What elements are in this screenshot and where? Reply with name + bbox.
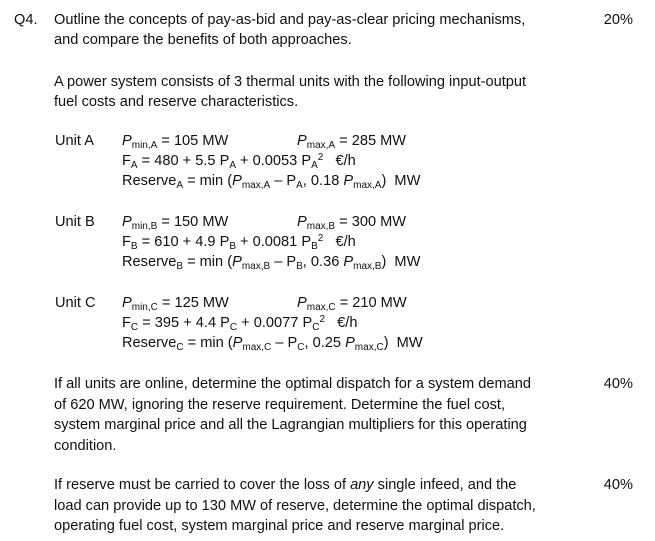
- pmin-value: 150 MW: [173, 214, 229, 230]
- part3-italic: any: [350, 477, 374, 493]
- intro-line-2: and compare the benefits of both approaches.: [54, 32, 352, 48]
- reserve-equation: Reserve$_B$ = $\min (P_{max,B} - P_B$, 0.36 $P_{max,B}$) MW: [122, 254, 421, 272]
- part2-line: of 620 MW, ignoring the reserve requirement. Determine the fuel cost,: [54, 396, 506, 413]
- cost-linear: 4.9: [195, 234, 216, 250]
- cost-const: 395: [154, 315, 180, 331]
- system-line-1: A power system consists of 3 thermal units with the following input-output: [54, 74, 527, 90]
- cost-linear: 5.5: [195, 153, 216, 169]
- cost-equation: $F_A = 480 + 5.5$ $P_A + 0.0053$ $P_A^2$ €/h: [122, 152, 356, 171]
- reserve-factor: 0.25: [312, 335, 341, 351]
- reserve-equation: Reserve$_C$ = $\min (P_{max,C} - P_C$, 0.25 $P_{max,C}$) MW: [122, 335, 423, 353]
- intro-line-1: Outline the concepts of pay-as-bid and pay-as-clear pricing mechanisms,: [54, 12, 526, 28]
- part3-line-2: load can provide up to 130 MW of reserve, determine the optimal dispatch,: [54, 497, 536, 514]
- reserve-equation: Reserve$_A$ = $\min (P_{max,A} - P_A$, 0.18 $P_{max,A}$) MW: [122, 173, 421, 191]
- pmax-line: $P_{max,B} = 300$ MW: [297, 214, 407, 232]
- unit-label: Unit A: [55, 133, 94, 149]
- pmin-value: 125 MW: [174, 295, 229, 311]
- unit-label: Unit B: [55, 214, 95, 230]
- pmin-line: $P_{min,B} = 150$ MW: [122, 214, 229, 232]
- part2-weight: 40%: [603, 376, 633, 392]
- unit-label: Unit C: [55, 295, 96, 311]
- part3-text-a: If reserve must be carried to cover the loss of: [54, 477, 351, 493]
- part3-line-3: operating fuel cost, system marginal price and reserve marginal price.: [54, 518, 505, 535]
- part2-line: condition.: [54, 437, 117, 454]
- pmin-line: $P_{min,A} = 105$ MW: [122, 133, 229, 151]
- pmin-value: 105 MW: [173, 133, 229, 149]
- cost-const: 610: [154, 234, 179, 250]
- pmax-line: $P_{max,A} = 285$ MW: [297, 133, 407, 151]
- pmax-line: $P_{max,C} = 210$ MW: [297, 295, 407, 313]
- pmax-value: 285 MW: [351, 133, 407, 149]
- part3-text-b: single infeed, and the: [373, 477, 517, 493]
- system-line-2: fuel costs and reserve characteristics.: [54, 94, 299, 110]
- part2-text: [54, 374, 574, 456]
- cost-equation: $F_C = 395 + 4.4$ $P_C + 0.0077$ $P_C^2$ €/h: [122, 314, 358, 333]
- question-number: Q4.: [14, 12, 38, 28]
- pmin-line: $P_{min,C} = 125$ MW: [122, 295, 229, 313]
- intro-weight: 20%: [603, 12, 633, 28]
- cost-const: 480: [154, 153, 179, 169]
- cost-quadratic: 0.0053: [252, 153, 298, 169]
- part3-text: [54, 475, 574, 537]
- part3-line-1: [54, 475, 574, 496]
- reserve-factor: 0.36: [310, 254, 340, 270]
- pmax-value: 300 MW: [351, 214, 407, 230]
- part2-line: If all units are online, determine the optimal dispatch for a system demand: [54, 376, 531, 392]
- cost-linear: 4.4: [195, 315, 217, 331]
- cost-quadratic: 0.0081: [252, 234, 298, 250]
- part2-line: system marginal price and all the Lagrangian multipliers for this operating: [54, 417, 527, 434]
- pmax-value: 210 MW: [352, 295, 407, 311]
- reserve-factor: 0.18: [310, 173, 340, 189]
- part3-weight: 40%: [603, 477, 633, 493]
- cost-equation: $F_B = 610 + 4.9$ $P_B + 0.0081$ $P_B^2$ €/h: [122, 233, 356, 252]
- cost-quadratic: 0.0077: [253, 315, 299, 331]
